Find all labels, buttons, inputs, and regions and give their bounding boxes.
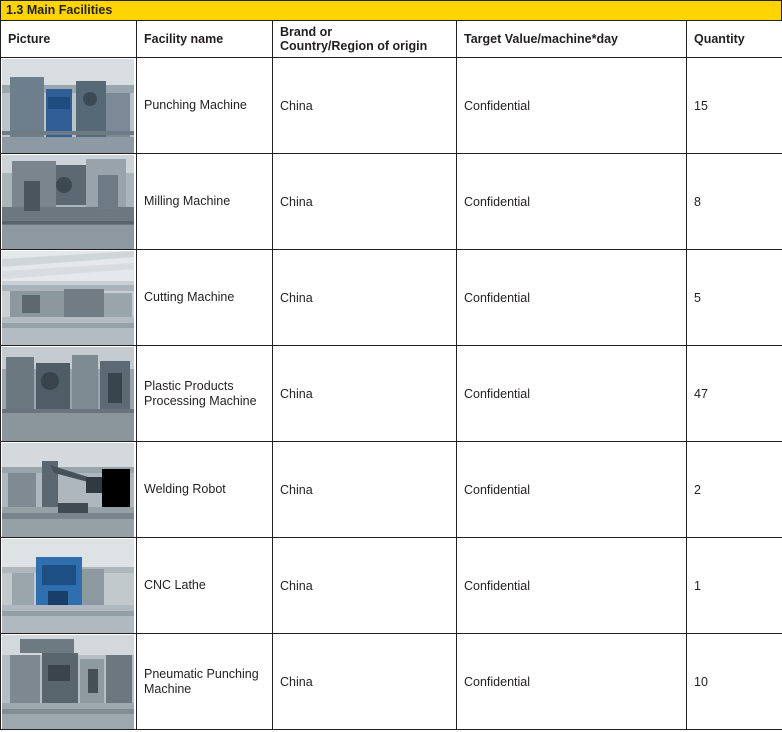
facility-name: Punching Machine [137,58,273,154]
column-header-target-value: Target Value/machine*day [457,21,687,58]
facility-target-value: Confidential [457,634,687,730]
column-header-brand-line2: Country/Region of origin [280,39,428,53]
table-header-row [1,21,782,58]
column-header-brand-line1: Brand or [280,25,333,39]
facility-origin: China [273,346,457,442]
facility-quantity: 8 [687,154,782,250]
facility-target-value: Confidential [457,442,687,538]
facility-origin: China [273,538,457,634]
facility-origin: China [273,442,457,538]
facility-picture-cell [1,442,137,538]
cutting-machine-photo [2,251,134,345]
column-header-brand-origin [273,21,457,58]
welding-robot-photo [2,443,134,537]
table-row [1,58,782,154]
facility-picture-cell [1,58,137,154]
table-row [1,346,782,442]
facility-target-value: Confidential [457,154,687,250]
plastic-products-processing-machine-photo [2,347,134,441]
facility-origin: China [273,154,457,250]
facility-quantity: 1 [687,538,782,634]
facility-picture-cell [1,154,137,250]
punching-machine-photo [2,59,134,153]
facility-quantity: 47 [687,346,782,442]
section-title: 1.3 Main Facilities [0,0,782,20]
facility-quantity: 2 [687,442,782,538]
column-header-facility-name: Facility name [137,21,273,58]
facility-quantity: 10 [687,634,782,730]
facility-origin: China [273,58,457,154]
table-row [1,442,782,538]
facility-target-value: Confidential [457,346,687,442]
facility-picture-cell [1,346,137,442]
cnc-lathe-photo [2,539,134,633]
facility-name: Pneumatic Punching Machine [137,634,273,730]
table-row [1,154,782,250]
facility-origin: China [273,634,457,730]
facility-name: Cutting Machine [137,250,273,346]
table-row [1,250,782,346]
column-header-quantity: Quantity [687,21,782,58]
table-row [1,538,782,634]
facility-name: Welding Robot [137,442,273,538]
column-header-picture: Picture [1,21,137,58]
facility-name: Plastic Products Processing Machine [137,346,273,442]
facility-picture-cell [1,250,137,346]
facilities-table [0,20,782,730]
facility-name: Milling Machine [137,154,273,250]
facility-picture-cell [1,538,137,634]
milling-machine-photo [2,155,134,249]
facility-target-value: Confidential [457,250,687,346]
facility-name: CNC Lathe [137,538,273,634]
facility-target-value: Confidential [457,58,687,154]
facility-origin: China [273,250,457,346]
table-row [1,634,782,730]
pneumatic-punching-machine-photo [2,635,134,729]
facility-quantity: 15 [687,58,782,154]
facility-target-value: Confidential [457,538,687,634]
facility-picture-cell [1,634,137,730]
facility-quantity: 5 [687,250,782,346]
